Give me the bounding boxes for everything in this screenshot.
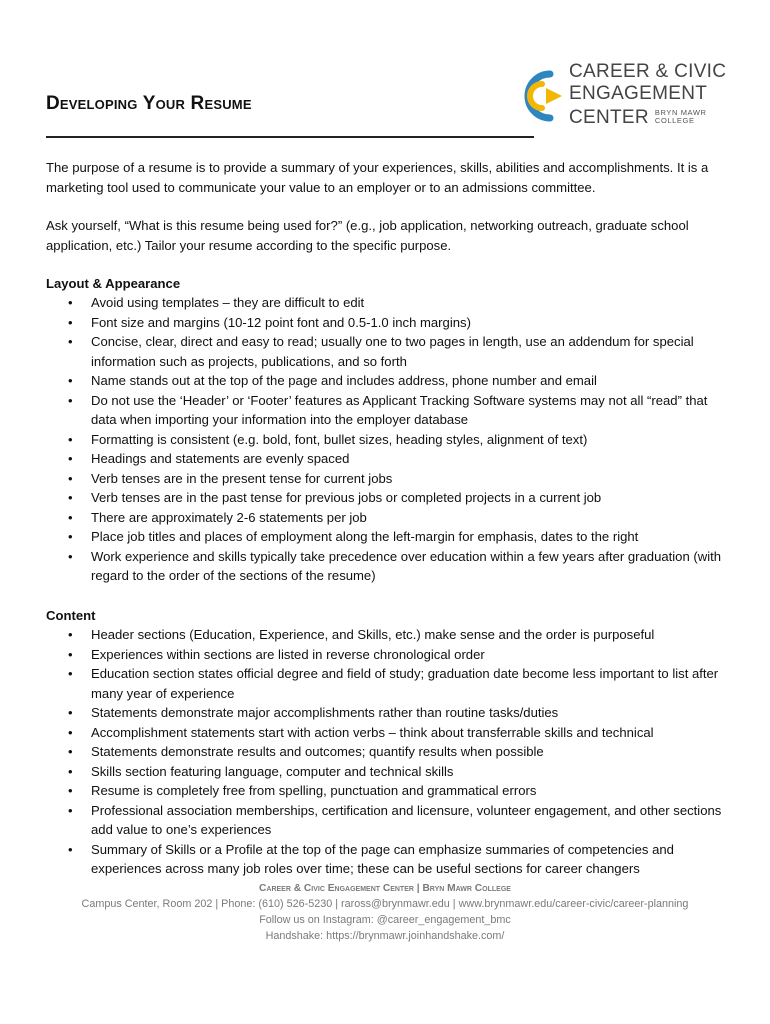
list-item: • Place job titles and places of employment along the left-margin for emphasis, dates to the right bbox=[46, 527, 736, 547]
bullet-icon: • bbox=[68, 783, 73, 798]
bullet-icon: • bbox=[68, 490, 73, 505]
intro-paragraph-2: Ask yourself, “What is this resume being used for?” (e.g., job application, networking outreach, graduate school application, etc.) Tailor your resume according to the specific purpose. bbox=[46, 218, 689, 253]
list-item: • Avoid using templates – they are difficult to edit bbox=[46, 293, 736, 313]
logo-college-2: COLLEGE bbox=[654, 116, 695, 125]
intro-paragraph-1: The purpose of a resume is to provide a summary of your experiences, skills, abilities and accomplishments. It is a marketing tool used to communicate your value to an employer or to an admissions committee. bbox=[46, 160, 709, 195]
list-item: • Font size and margins (10-12 point font and 0.5-1.0 inch margins) bbox=[46, 313, 736, 333]
footer-instagram: Follow us on Instagram: @career_engagement_bmc bbox=[259, 914, 511, 926]
section-heading-layout: Layout & Appearance bbox=[46, 276, 181, 291]
footer-handshake: Handshake: https://brynmawr.joinhandshake.com/ bbox=[265, 930, 505, 942]
career-center-logo bbox=[508, 62, 738, 132]
section-heading-content: Content bbox=[46, 608, 96, 623]
bullet-icon: • bbox=[68, 392, 73, 408]
list-item: • Resume is completely free from spelling, punctuation and grammatical errors bbox=[46, 781, 736, 801]
bullet-icon: • bbox=[68, 509, 73, 525]
bullet-icon: • bbox=[68, 724, 73, 740]
bullet-icon: • bbox=[68, 470, 73, 486]
bullet-icon: • bbox=[68, 705, 73, 720]
logo-line-3: CENTER bbox=[569, 106, 649, 128]
list-item: • Header sections (Education, Experience, and Skills, etc.) make sense and the order is purposeful bbox=[46, 625, 736, 645]
list-item: • Education section states official degree and field of study; graduation date become less important to list after many year of experience bbox=[68, 666, 719, 701]
bullet-icon: • bbox=[68, 646, 73, 662]
list-item: • Experiences within sections are listed in reverse chronological order bbox=[46, 645, 736, 665]
list-item: • Headings and statements are evenly spaced bbox=[46, 449, 736, 469]
bullet-icon: • bbox=[68, 314, 73, 330]
bullet-icon: • bbox=[68, 334, 73, 349]
bullet-icon: • bbox=[68, 666, 73, 681]
list-item: • There are approximately 2-6 statements per job bbox=[46, 508, 736, 528]
logo-mark-icon bbox=[508, 62, 566, 132]
list-item: • Concise, clear, direct and easy to read; usually one to two pages in length, use an addendum for special information such as projects, publications, and so forth bbox=[68, 334, 694, 369]
list-item: • Name stands out at the top of the page and includes address, phone number and email bbox=[46, 371, 736, 391]
list-item: • Professional association memberships, certification and licensure, volunteer engagement, and other sections add value to one’s experiences bbox=[68, 802, 722, 837]
logo-line-2: ENGAGEMENT bbox=[569, 83, 708, 104]
list-item: • Statements demonstrate major accomplishments rather than routine tasks/duties bbox=[46, 703, 736, 723]
footer-organization: Career & Civic Engagement Center | Bryn Mawr College bbox=[259, 883, 511, 894]
footer-contact: Campus Center, Room 202 | Phone: (610) 526-5230 | raross@brynmawr.edu | www.brynmawr.edu/career-civic/career-planning bbox=[81, 898, 689, 910]
bullet-icon: • bbox=[68, 841, 73, 857]
list-item: • Statements demonstrate results and outcomes; quantify results when possible bbox=[46, 742, 736, 762]
list-item: • Verb tenses are in the present tense for current jobs bbox=[46, 469, 736, 489]
page-title: Developing Your Resume bbox=[46, 93, 252, 114]
layout-bullet-list bbox=[46, 293, 736, 586]
list-item: • Skills section featuring language, computer and technical skills bbox=[46, 762, 736, 782]
bullet-icon: • bbox=[68, 373, 73, 388]
bullet-icon: • bbox=[68, 451, 73, 466]
list-item: • Formatting is consistent (e.g. bold, font, bullet sizes, heading styles, alignment of text) bbox=[46, 430, 736, 450]
list-item: • Verb tenses are in the past tense for previous jobs or completed projects in a current job bbox=[46, 488, 736, 508]
bullet-icon: • bbox=[68, 627, 73, 642]
title-divider bbox=[46, 136, 534, 138]
bullet-icon: • bbox=[68, 431, 73, 447]
bullet-icon: • bbox=[68, 763, 73, 779]
list-item: • Work experience and skills typically take precedence over education within a few years after graduation (with regard to the order of the sections of the resume) bbox=[68, 548, 722, 583]
bullet-icon: • bbox=[68, 548, 73, 564]
logo-college-1: BRYN MAWR bbox=[654, 108, 707, 117]
list-item: • Accomplishment statements start with action verbs – think about transferrable skills and technical bbox=[46, 723, 736, 743]
bullet-icon: • bbox=[68, 529, 73, 544]
logo-line-1: CAREER & CIVIC bbox=[569, 61, 727, 82]
bullet-icon: • bbox=[68, 744, 73, 759]
bullet-icon: • bbox=[68, 802, 73, 818]
list-item: • Do not use the ‘Header’ or ‘Footer’ features as Applicant Tracking Software systems may not all “read” that data when importing your information into the employer database bbox=[68, 392, 708, 427]
bullet-icon: • bbox=[68, 295, 73, 310]
list-item: • Summary of Skills or a Profile at the top of the page can emphasize summaries of competencies and experiences across many job roles over time; these can be useful sections for career changers bbox=[68, 841, 674, 876]
content-bullet-list bbox=[46, 625, 736, 879]
